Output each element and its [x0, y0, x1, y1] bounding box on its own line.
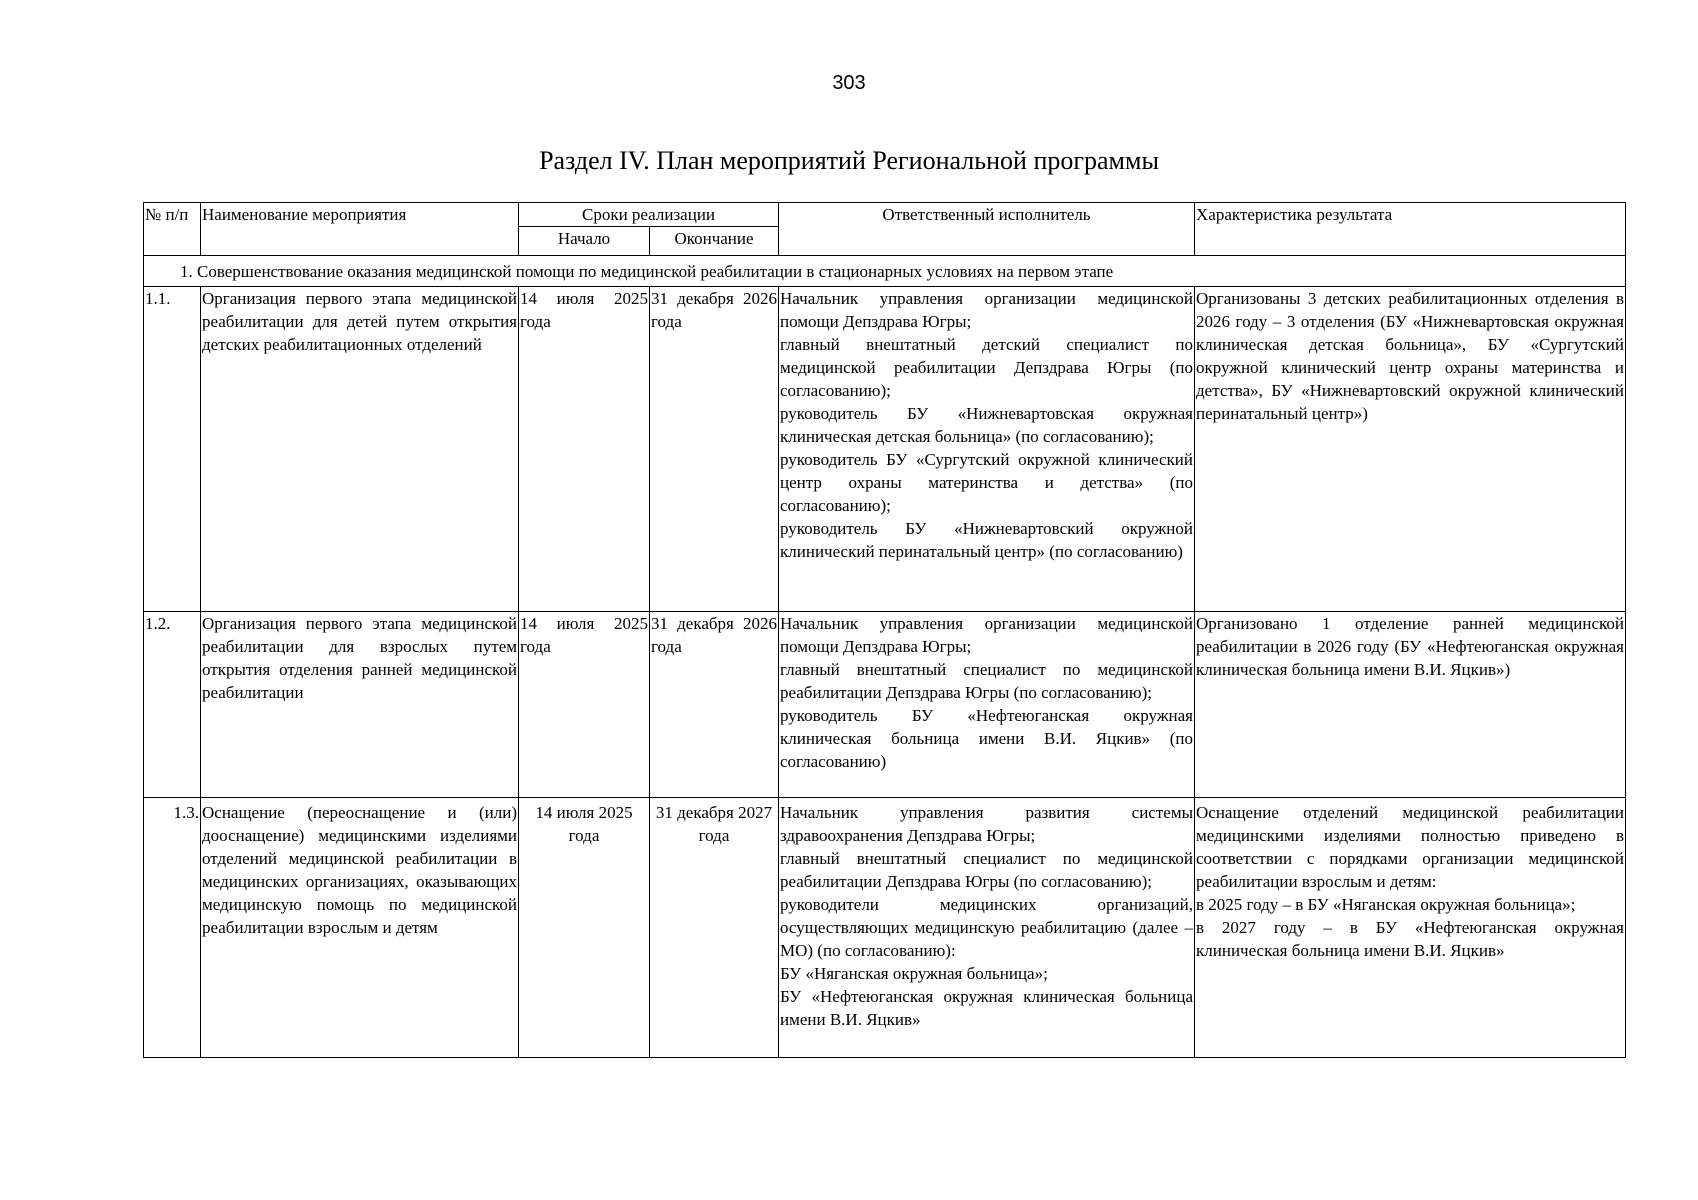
- responsible-line: руководитель БУ «Нижневартовский окружной клинический перинатальный центр» (по согласованию): [780, 519, 1193, 561]
- row-responsible: [779, 287, 1195, 612]
- row-end: 31 декабря 2026 года: [650, 287, 779, 612]
- header-start: Начало: [519, 227, 650, 256]
- section-title: Раздел IV. План мероприятий Региональной программы: [539, 146, 1159, 175]
- responsible-line: главный внештатный специалист по медицинской реабилитации Депздрава Югры (по согласованию);: [780, 849, 1193, 891]
- responsible-line: руководитель БУ «Нижневартовская окружная клиническая детская больница» (по согласованию);: [780, 404, 1193, 446]
- row-end: 31 декабря 2026 года: [650, 612, 779, 798]
- row-start: 14 июля 2025 года: [519, 798, 650, 1058]
- header-responsible: Ответственный исполнитель: [779, 203, 1195, 256]
- section-row: [144, 256, 1626, 287]
- responsible-line: главный внештатный специалист по медицинской реабилитации Депздрава Югры (по согласованию);: [780, 660, 1193, 702]
- row-name: Организация первого этапа медицинской реабилитации для взрослых путем открытия отделения ранней медицинской реабилитации: [201, 612, 519, 798]
- table-row: [144, 612, 1626, 798]
- responsible-line: БУ «Нефтеюганская окружная клиническая больница имени В.И. Яцкив»: [780, 987, 1193, 1029]
- row-name: Оснащение (переоснащение и (или) дооснащение) медицинскими изделиями отделений медицинской реабилитации в медицинских организациях, оказывающих медицинскую помощь по медицинской реабилитации взрослым и детям: [201, 798, 519, 1058]
- page-number: 303: [832, 72, 866, 94]
- responsible-line: руководитель БУ «Сургутский окружной клинический центр охраны материнства и детства» (по согласованию);: [780, 450, 1193, 515]
- responsible-line: Начальник управления организации медицинской помощи Депздрава Югры;: [780, 289, 1193, 331]
- header-period: Сроки реализации: [519, 203, 779, 227]
- row-num: 1.3.: [144, 798, 201, 1058]
- row-responsible: [779, 798, 1195, 1058]
- responsible-line: главный внештатный детский специалист по медицинской реабилитации Депздрава Югры (по согласованию);: [780, 335, 1193, 400]
- result-line: в 2027 году – в БУ «Нефтеюганская окружная клиническая больница имени В.И. Яцкив»: [1196, 918, 1624, 960]
- row-end: 31 декабря 2027 года: [650, 798, 779, 1058]
- header-num: № п/п: [144, 203, 201, 256]
- row-num: 1.2.: [144, 612, 201, 798]
- row-result: [1195, 612, 1626, 798]
- row-result: [1195, 798, 1626, 1058]
- header-row: [144, 203, 1626, 227]
- row-start: 14 июля 2025 года: [519, 287, 650, 612]
- header-end: Окончание: [650, 227, 779, 256]
- responsible-line: руководители медицинских организаций, осуществляющих медицинскую реабилитацию (далее – МО) (по согласованию):: [780, 895, 1193, 960]
- section-label: 1. Совершенствование оказания медицинской помощи по медицинской реабилитации в стационарных условиях на первом этапе: [144, 256, 1626, 287]
- result-line: в 2025 году – в БУ «Няганская окружная больница»;: [1196, 895, 1576, 914]
- row-result: [1195, 287, 1626, 612]
- responsible-line: Начальник управления организации медицинской помощи Депздрава Югры;: [780, 614, 1193, 656]
- header-name: Наименование мероприятия: [201, 203, 519, 256]
- responsible-line: руководитель БУ «Нефтеюганская окружная клиническая больница имени В.И. Яцкив» (по согласованию): [780, 706, 1193, 771]
- row-name: Организация первого этапа медицинской реабилитации для детей путем открытия детских реабилитационных отделений: [201, 287, 519, 612]
- result-line: Организованы 3 детских реабилитационных отделения в 2026 году – 3 отделения (БУ «Нижневартовская окружная клиническая детская больница», БУ «Сургутский окружной клинический центр охраны материнства и детства», БУ «Нижневартовский окружной клинический перинатальный центр»): [1196, 289, 1624, 423]
- plan-table: [143, 202, 1626, 1058]
- table-row: [144, 798, 1626, 1058]
- row-responsible: [779, 612, 1195, 798]
- responsible-line: БУ «Няганская окружная больница»;: [780, 964, 1048, 983]
- result-line: Оснащение отделений медицинской реабилитации медицинскими изделиями полностью приведено в соответствии с порядками организации медицинской реабилитации взрослым и детям:: [1196, 803, 1624, 891]
- responsible-line: Начальник управления развития системы здравоохранения Депздрава Югры;: [780, 803, 1193, 845]
- result-line: Организовано 1 отделение ранней медицинской реабилитации в 2026 году (БУ «Нефтеюганская окружная клиническая больница имени В.И. Яцкив»): [1196, 614, 1624, 679]
- row-start: 14 июля 2025 года: [519, 612, 650, 798]
- table-row: [144, 287, 1626, 612]
- header-result: Характеристика результата: [1195, 203, 1626, 256]
- row-num: 1.1.: [144, 287, 201, 612]
